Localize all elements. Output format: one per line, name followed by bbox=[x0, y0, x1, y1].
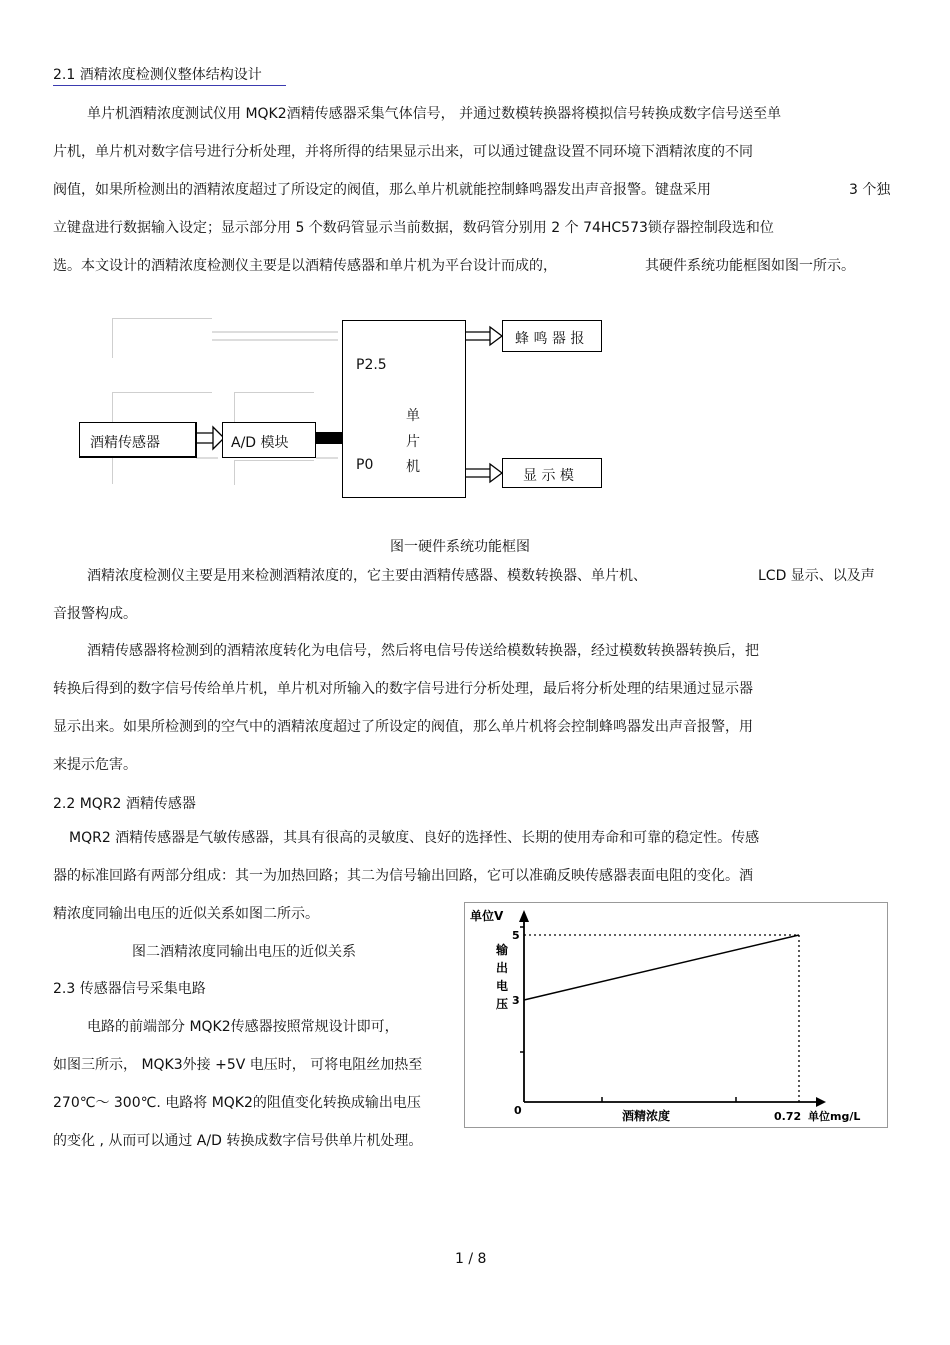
text-line: 选。本文设计的酒精浓度检测仪主要是以酒精传感器和单片机为平台设计而成的， 其硬件系统功能框图如图一所示。 bbox=[53, 258, 855, 274]
text-line: 如图三所示， MQK3外接 +5V 电压时， 可将电阻丝加热至 bbox=[53, 1057, 423, 1073]
text-line: 立键盘进行数据输入设定；显示部分用 5 个数码管显示当前数据，数码管分别用 2 个 74HC573锁存器控制段选和位 bbox=[53, 220, 774, 236]
x-tick-label: 0 bbox=[514, 1104, 522, 1117]
section-2-3-title: 2.3 传感器信号采集电路 bbox=[53, 981, 206, 997]
x-axis-label: 酒精浓度 bbox=[622, 1109, 671, 1123]
display-label: 显 示 模 bbox=[523, 468, 574, 484]
display-block bbox=[502, 458, 602, 488]
text-line: 阀值，如果所检测出的酒精浓度超过了所设定的阀值，那么单片机就能控制蜂鸣器发出声音报警。键盘采用 3 个独 bbox=[53, 182, 891, 198]
figure-1-caption: 图一硬件系统功能框图 bbox=[390, 539, 530, 555]
text-line: 的变化 , 从而可以通过 A/D 转换成数字信号供单片机处理。 bbox=[53, 1133, 423, 1149]
y-tick-label: 5 bbox=[512, 929, 520, 942]
buzzer-block bbox=[502, 320, 602, 352]
mcu-label-char: 单 bbox=[406, 408, 420, 424]
mcu-port-p0: P0 bbox=[356, 457, 374, 473]
buzzer-label: 蜂 鸣 器 报 bbox=[515, 331, 585, 347]
text-line: MQR2 酒精传感器是气敏传感器，其具有很高的灵敏度、良好的选择性、长期的使用寿命和可靠的稳定性。传感 bbox=[69, 830, 760, 846]
text-line: 片机，单片机对数字信号进行分析处理，并将所得的结果显示出来，可以通过键盘设置不同环境下酒精浓度的不同 bbox=[53, 144, 753, 160]
y-axis-label-char: 电 bbox=[496, 979, 509, 993]
adc-label: A/D 模块 bbox=[231, 435, 289, 451]
y-unit-label: 单位V bbox=[470, 909, 504, 923]
text-line: 器的标准回路有两部分组成：其一为加热回路；其二为信号输出回路，它可以准确反映传感器表面电阻的变化。酒 bbox=[53, 868, 753, 884]
mcu-block bbox=[342, 320, 466, 498]
text-line: 音报警构成。 bbox=[53, 606, 137, 622]
chart-frame bbox=[465, 903, 888, 1128]
text-line: 电路的前端部分 MQK2传感器按照常规设计即可， bbox=[87, 1019, 399, 1035]
page-number: 1 / 8 bbox=[455, 1251, 487, 1267]
y-axis-label-char: 出 bbox=[496, 961, 509, 975]
x-unit-label: 单位mg/L bbox=[808, 1110, 861, 1123]
text-line: 来提示危害。 bbox=[53, 757, 137, 773]
x-tick-label: 0.72 bbox=[774, 1110, 802, 1123]
text-line: 精浓度同输出电压的近似关系如图二所示。 bbox=[53, 906, 319, 922]
sensor-block bbox=[79, 422, 197, 458]
mcu-label-char: 片 bbox=[406, 434, 420, 450]
hardware-block-diagram bbox=[0, 0, 950, 520]
section-2-2-title: 2.2 MQR2 酒精传感器 bbox=[53, 796, 196, 812]
overview-paragraph bbox=[53, 557, 903, 633]
mcu-label-char: 机 bbox=[406, 459, 420, 475]
text-line: 显示出来。如果所检测到的空气中的酒精浓度超过了所设定的阀值，那么单片机将会控制蜂鸣器发出声音报警，用 bbox=[53, 719, 753, 735]
flow-paragraph bbox=[53, 632, 903, 784]
adc-block bbox=[222, 422, 316, 458]
voltage-chart bbox=[464, 902, 888, 1128]
y-axis-label-char: 输 bbox=[496, 943, 509, 957]
text-line: 酒精传感器将检测到的酒精浓度转化为电信号，然后将电信号传送给模数转换器，经过模数转换器转换后，把 bbox=[87, 643, 759, 659]
y-tick-label: 3 bbox=[512, 994, 520, 1007]
text-line: 270℃～ 300℃. 电路将 MQK2的阻值变化转换成输出电压 bbox=[53, 1095, 421, 1111]
text-line: 单片机酒精浓度测试仪用 MQK2酒精传感器采集气体信号， 并通过数模转换器将模拟信号转换成数字信号送至单 bbox=[87, 106, 782, 122]
section-2-1-title: 2.1 酒精浓度检测仪整体结构设计 bbox=[53, 64, 286, 84]
figure-2-caption: 图二酒精浓度同输出电压的近似关系 bbox=[132, 944, 356, 960]
text-line: 酒精浓度检测仪主要是用来检测酒精浓度的，它主要由酒精传感器、模数转换器、单片机、 LCD 显示、以及声 bbox=[87, 568, 875, 584]
section-2-3-paragraph bbox=[53, 1008, 453, 1160]
mcu-port-p25: P2.5 bbox=[356, 357, 387, 373]
sensor-label: 酒精传感器 bbox=[90, 435, 160, 451]
text-line: 转换后得到的数字信号传给单片机，单片机对所输入的数字信号进行分析处理，最后将分析处理的结果通过显示器 bbox=[53, 681, 753, 697]
y-axis-label-char: 压 bbox=[496, 997, 509, 1011]
